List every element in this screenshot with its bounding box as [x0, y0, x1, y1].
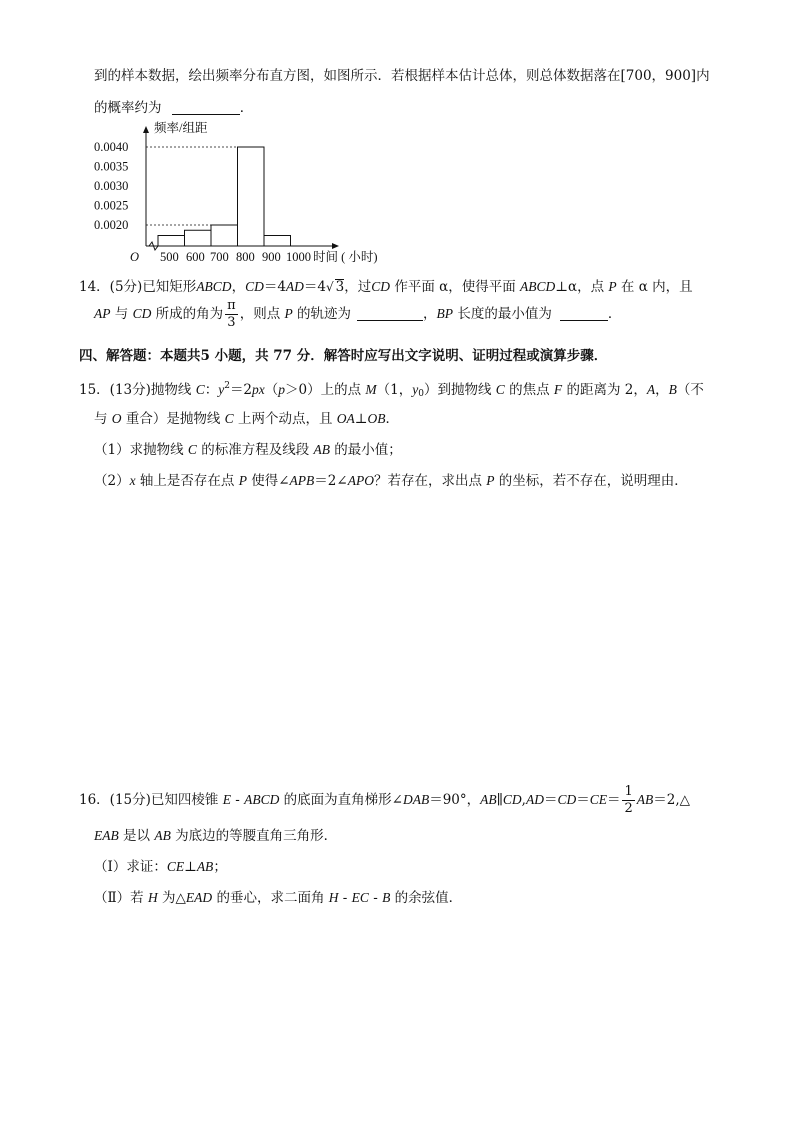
q15-var: OB	[367, 411, 386, 426]
q15-var: C	[187, 442, 197, 457]
q14-line1	[79, 275, 693, 295]
q14-var: CD	[132, 306, 152, 321]
q14-var: P	[608, 279, 617, 294]
q14-var: ABCD	[196, 279, 232, 294]
q15-var: px	[252, 382, 265, 397]
q16-var: E	[222, 792, 231, 807]
fraction-denominator: 3	[227, 315, 236, 330]
histogram-bar	[264, 236, 291, 247]
q15-line2	[94, 407, 399, 427]
x-tick-label: 500	[160, 250, 179, 264]
q15-var: C	[224, 411, 234, 426]
fraction-denominator: 2	[624, 801, 633, 816]
q14-var: AP	[94, 306, 111, 321]
q15-text: ＝2∠	[314, 473, 348, 489]
q15-text: 轴上是否存在点	[135, 473, 239, 489]
q16-var: AB	[480, 792, 497, 807]
q16-var: EAD	[185, 890, 213, 905]
q14-text: ＝4	[263, 279, 286, 295]
q16-text: 的垂心，求二面角	[212, 890, 329, 906]
x-tick-label: 700	[210, 250, 229, 264]
q15-text: ＞0）上的点	[285, 382, 366, 398]
q16-var: AB	[636, 792, 654, 807]
q15-text: ）到抛物线	[424, 382, 496, 398]
q15-text: ？若存在，求出点	[373, 473, 487, 489]
q15-text: 上两个动点，且	[233, 411, 337, 427]
q16-var: AB	[196, 859, 214, 874]
q15-var: P	[238, 473, 247, 488]
q16-var: CD	[557, 792, 577, 807]
q16-text: （Ⅰ）求证：	[94, 859, 167, 875]
q15-text: （2）	[94, 473, 130, 489]
q16-var: EC	[351, 890, 369, 905]
q15-var: F	[553, 382, 563, 397]
histogram-bar	[238, 147, 265, 246]
x-tick-label: 800	[236, 250, 255, 264]
q16-var: ABCD	[244, 792, 280, 807]
x-axis-arrow	[332, 243, 339, 249]
q14-var: AD	[285, 279, 304, 294]
q16-text: ＝	[576, 792, 590, 808]
q14-text: 所成的角为	[151, 306, 224, 322]
q14-text: 作平面 α，使得平面	[390, 279, 521, 295]
q15-text: 的焦点	[504, 382, 554, 398]
subscript: 0	[418, 389, 424, 399]
q15-var: C	[195, 382, 205, 397]
q16-text: 为底边的等腰直角三角形．	[170, 828, 338, 844]
sqrt-radicand: 3	[335, 279, 345, 295]
section-heading: 四、解答题：本题共5 小题，共 77 分．解答时应写出文字说明、证明过程或演算步骤．	[79, 348, 608, 364]
q16-text: （Ⅱ）若	[94, 890, 148, 906]
q14-text: 与	[110, 306, 133, 322]
superscript: 2	[224, 381, 230, 391]
q16-text: 的底面为直角梯形∠	[279, 792, 403, 808]
q16-text: -	[230, 792, 245, 808]
q13-line2-end: ．	[239, 100, 254, 116]
q15-var: APB	[289, 473, 315, 488]
q14-var: P	[284, 306, 293, 321]
q15-var: B	[668, 382, 677, 397]
q14-text: ，则点	[239, 306, 285, 322]
q15-text: ＝2	[229, 382, 253, 398]
q16-text: ＝	[606, 792, 621, 808]
q14-number: 14．(5分)	[79, 279, 143, 295]
q15-text: 的距离为 2，	[562, 382, 647, 398]
q15-text: 的坐标，若不存在，说明理由．	[494, 473, 688, 489]
q14-text: ，	[231, 279, 246, 295]
q16-text: ；	[213, 859, 227, 875]
q15-var: AB	[313, 442, 330, 457]
q15-text: ．	[385, 411, 399, 427]
q13-line2	[94, 96, 253, 116]
q16-text: ∥	[496, 792, 503, 808]
q14-var: ABCD	[520, 279, 556, 294]
q16-var: CD	[502, 792, 522, 807]
q14-text: ⊥α，点	[555, 279, 609, 295]
y-tick-label: 0.0030	[94, 179, 129, 193]
q15-text: ：	[204, 382, 219, 398]
y-tick-label: 0.0035	[94, 159, 129, 174]
origin-label: O	[130, 250, 140, 264]
y-tick-label: 0.0025	[94, 198, 129, 213]
q14-var: BP	[436, 306, 454, 321]
q16-var: AB	[154, 828, 171, 843]
histogram-bar	[185, 230, 212, 246]
x-tick-label: 900	[262, 250, 281, 264]
q15-var: P	[486, 473, 495, 488]
fraction-numerator: 1	[624, 784, 633, 799]
q16-text: 的余弦值．	[390, 890, 463, 906]
q16-text: -	[338, 890, 352, 906]
q14-text: 的轨迹为	[292, 306, 352, 322]
q16-var: H	[147, 890, 158, 905]
q16-var: AD	[525, 792, 544, 807]
q15-text: 抛物线	[150, 382, 196, 398]
y-axis-arrow	[143, 126, 149, 133]
q15-text: （1，	[376, 382, 413, 398]
x-tick-label: 600	[186, 250, 205, 264]
fraction-pi-over-3	[225, 298, 238, 331]
q15-text: 的标准方程及线段	[196, 442, 314, 458]
q16-text: ＝2,△	[653, 792, 691, 808]
q13-line1: 到的样本数据，绘出频率分布直方图，如图所示．若根据样本估计总体，则总体数据落在[700，900]内	[94, 68, 710, 84]
answer-blank	[172, 100, 240, 115]
q16-number: 16．(15分)	[79, 792, 151, 808]
q15-text: 与	[94, 411, 112, 427]
q15-part1	[94, 438, 402, 458]
q15-var: y	[412, 382, 419, 397]
q16-text: 已知四棱锥	[150, 792, 223, 808]
q15-text: （不	[676, 382, 704, 398]
q16-text: ＝90°，	[429, 792, 481, 808]
q14-var: CD	[245, 279, 264, 294]
q14-text: ＝4	[303, 279, 327, 295]
q16-var: EAB	[94, 828, 119, 843]
q15-var: y	[218, 382, 225, 397]
q14-text: 在 α 内，且	[616, 279, 693, 295]
q16-var: DAB	[402, 792, 430, 807]
q15-text: 的最小值；	[330, 442, 402, 458]
q15-part2	[94, 469, 688, 489]
q15-text: 重合）是抛物线	[121, 411, 225, 427]
fraction-one-half	[622, 784, 634, 817]
q16-part2	[94, 886, 462, 906]
q15-var: A	[646, 382, 656, 397]
q16-line1	[79, 784, 690, 817]
frequency-histogram	[92, 118, 422, 266]
sqrt-sign: √	[326, 280, 334, 294]
q14-text: 已知矩形	[142, 279, 197, 295]
q16-var: H	[328, 890, 339, 905]
q16-text: 为△	[157, 890, 186, 906]
q16-text: ,	[521, 792, 526, 808]
q15-text: （1）求抛物线	[94, 442, 188, 458]
q15-text: ，	[655, 382, 669, 398]
histogram-bar	[211, 225, 238, 246]
q15-var: x	[129, 473, 136, 488]
q14-text: 长度的最小值为	[453, 306, 552, 322]
x-axis-label: 时间 ( 小时)	[313, 250, 378, 264]
histogram-bar	[158, 236, 185, 247]
q15-var: p	[278, 382, 286, 397]
q15-text: （	[264, 382, 279, 398]
q16-text: -	[368, 890, 383, 906]
q15-var: M	[365, 382, 377, 397]
q14-var: CD	[371, 279, 391, 294]
q14-text: ．	[607, 306, 622, 322]
answer-blank	[560, 306, 608, 321]
q16-line2	[94, 824, 337, 844]
q14-text: ，	[423, 306, 437, 322]
q16-text: ＝	[543, 792, 558, 808]
q14-text: ，过	[344, 279, 372, 295]
q14-line2	[94, 298, 621, 331]
fraction-numerator: π	[227, 298, 236, 313]
q13-line2-text: 的概率约为	[94, 100, 162, 116]
answer-blank	[357, 306, 423, 321]
y-tick-label: 0.0040	[94, 140, 129, 154]
q15-var: C	[495, 382, 505, 397]
q16-text: 是以	[118, 828, 155, 844]
y-axis-label: 频率/组距	[154, 121, 208, 135]
q16-text: ⊥	[184, 859, 197, 875]
q15-text: ⊥	[354, 411, 368, 427]
q15-var: O	[111, 411, 122, 426]
q15-number: 15．(13分)	[79, 382, 151, 398]
q16-var: CE	[166, 859, 185, 874]
q16-var: CE	[589, 792, 607, 807]
x-tick-label: 1000	[286, 250, 311, 264]
q15-var: OA	[336, 411, 355, 426]
q15-var: APO	[347, 473, 374, 488]
y-tick-label: 0.0020	[94, 218, 129, 232]
q16-part1	[94, 855, 227, 875]
q15-line1	[79, 378, 704, 399]
q15-text: 使得∠	[246, 473, 290, 489]
q16-var: B	[382, 890, 391, 905]
